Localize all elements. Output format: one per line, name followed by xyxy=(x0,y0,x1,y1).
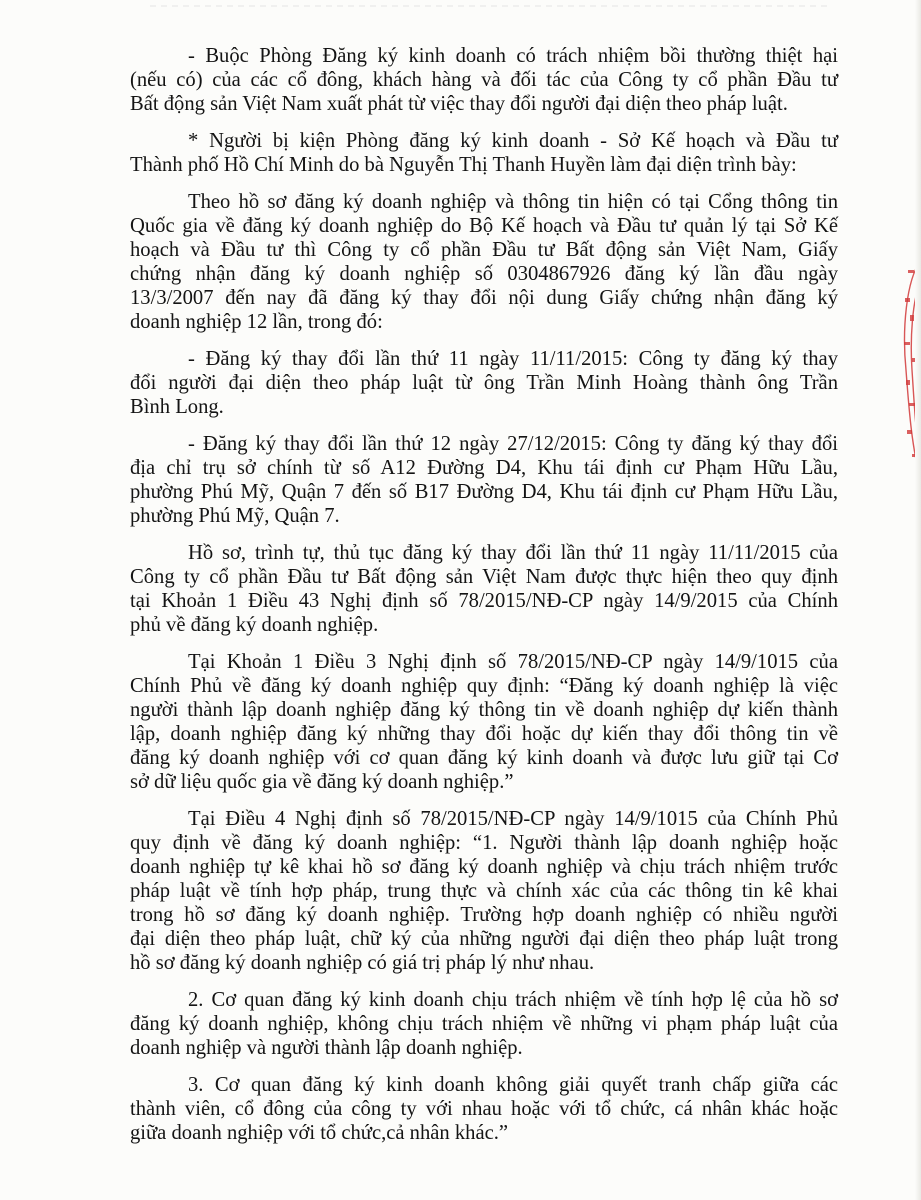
paragraph-p7 xyxy=(130,650,838,794)
paragraph-p10 xyxy=(130,1073,838,1145)
text-line: Thành phố Hồ Chí Minh do bà Nguyễn Thị Thanh Huyền làm đại diện trình bày: xyxy=(130,154,797,176)
text-line: người thành lập doanh nghiệp đăng ký thông tin về doanh nghiệp dự kiến thành xyxy=(130,699,838,721)
paragraph-p9 xyxy=(130,988,838,1060)
text-line: hồ sơ đăng ký doanh nghiệp có giá trị pháp lý như nhau. xyxy=(130,952,595,974)
text-line: Bình Long. xyxy=(130,396,224,418)
paragraph-p6 xyxy=(130,541,838,637)
text-line: chứng nhận đăng ký doanh nghiệp số 0304867926 đăng ký lần đầu ngày xyxy=(130,263,838,285)
text-line: doanh nghiệp 12 lần, trong đó: xyxy=(130,311,383,333)
paragraph-p8 xyxy=(130,807,838,975)
text-line: phường Phú Mỹ, Quận 7 đến số B17 Đường D4, Khu tái định cư Phạm Hữu Lầu, xyxy=(130,481,838,503)
text-line: Tại Khoản 1 Điều 3 Nghị định số 78/2015/NĐ-CP ngày 14/9/1015 của xyxy=(188,651,838,673)
text-line: Tại Điều 4 Nghị định số 78/2015/NĐ-CP ngày 14/9/1015 của Chính Phủ xyxy=(188,808,838,830)
text-line: doanh nghiệp tự kê khai hồ sơ đăng ký doanh nghiệp và chịu trách nhiệm trước xyxy=(130,856,838,878)
text-line: trong hồ sơ đăng ký doanh nghiệp. Trường hợp doanh nghiệp có nhiều người xyxy=(130,904,838,926)
text-line: doanh nghiệp và người thành lập doanh nghiệp. xyxy=(130,1037,523,1059)
text-line: sở dữ liệu quốc gia về đăng ký doanh nghiệp.” xyxy=(130,771,514,793)
text-line: - Đăng ký thay đổi lần thứ 11 ngày 11/11/2015: Công ty đăng ký thay xyxy=(188,348,838,370)
paragraph-p5 xyxy=(130,432,838,528)
text-line: đăng ký doanh nghiệp với cơ quan đăng ký kinh doanh và được lưu giữ tại Cơ xyxy=(130,747,838,769)
text-line: Bất động sản Việt Nam xuất phát từ việc thay đổi người đại diện theo pháp luật. xyxy=(130,93,788,115)
text-line: giữa doanh nghiệp với tổ chức,cả nhân khác.” xyxy=(130,1122,509,1144)
paragraph-p4 xyxy=(130,347,838,419)
text-line: Hồ sơ, trình tự, thủ tục đăng ký thay đổi lần thứ 11 ngày 11/11/2015 của xyxy=(188,542,838,564)
paragraph-p2 xyxy=(130,129,838,177)
page-edge-shadow xyxy=(915,0,921,1200)
text-line: thành viên, cổ đông của công ty với nhau hoặc với tổ chức, cá nhân khác hoặc xyxy=(130,1098,838,1120)
text-line: Quốc gia về đăng ký doanh nghiệp do Bộ Kế hoạch và Đầu tư quản lý tại Sở Kế xyxy=(130,215,838,237)
text-line: đại diện theo pháp luật, chữ ký của những người đại diện theo pháp luật trong xyxy=(130,928,838,950)
document-body xyxy=(130,44,838,1145)
text-line: Chính Phủ về đăng ký doanh nghiệp quy định: “Đăng ký doanh nghiệp là việc xyxy=(130,675,838,697)
text-line: quy định về đăng ký doanh nghiệp: “1. Người thành lập doanh nghiệp hoặc xyxy=(130,832,838,854)
paragraph-p3 xyxy=(130,190,838,334)
paragraph-p1 xyxy=(130,44,838,116)
text-line: phường Phú Mỹ, Quận 7. xyxy=(130,505,340,527)
text-line: 2. Cơ quan đăng ký kinh doanh chịu trách nhiệm về tính hợp lệ của hồ sơ xyxy=(188,989,838,1011)
text-line: 13/3/2007 đến nay đã đăng ký thay đổi nội dung Giấy chứng nhận đăng ký xyxy=(130,287,838,309)
text-line: Theo hồ sơ đăng ký doanh nghiệp và thông tin hiện có tại Cổng thông tin xyxy=(188,191,838,213)
text-line: pháp luật về tính hợp pháp, trung thực và chính xác của các thông tin kê khai xyxy=(130,880,838,902)
text-line: Công ty cổ phần Đầu tư Bất động sản Việt Nam được thực hiện theo quy định xyxy=(130,566,838,588)
text-line: hoạch và Đầu tư thì Công ty cổ phần Đầu tư Bất động sản Việt Nam, Giấy xyxy=(130,239,838,261)
text-line: lập, doanh nghiệp đăng ký những thay đổi hoặc dự kiến thay đổi thông tin về xyxy=(130,723,838,745)
text-line: - Buộc Phòng Đăng ký kinh doanh có trách nhiệm bồi thường thiệt hại xyxy=(188,45,838,67)
text-line: 3. Cơ quan đăng ký kinh doanh không giải quyết tranh chấp giữa các xyxy=(188,1074,838,1096)
text-line: - Đăng ký thay đổi lần thứ 12 ngày 27/12/2015: Công ty đăng ký thay đổi xyxy=(188,433,838,455)
text-line: tại Khoản 1 Điều 43 Nghị định số 78/2015/NĐ-CP ngày 14/9/2015 của Chính xyxy=(130,590,838,612)
text-line: phủ về đăng ký doanh nghiệp. xyxy=(130,614,379,636)
text-line: đổi người đại diện theo pháp luật từ ông Trần Minh Hoàng thành ông Trần xyxy=(130,372,838,394)
text-line: * Người bị kiện Phòng đăng ký kinh doanh - Sở Kế hoạch và Đầu tư xyxy=(188,130,838,152)
text-line: đăng ký doanh nghiệp, không chịu trách nhiệm về những vi phạm pháp luật của xyxy=(130,1013,838,1035)
top-edge-bleed xyxy=(150,0,830,10)
text-line: (nếu có) của các cổ đông, khách hàng và đối tác của Công ty cổ phần Đầu tư xyxy=(130,69,838,91)
text-line: địa chỉ trụ sở chính từ số A12 Đường D4, Khu tái định cư Phạm Hữu Lầu, xyxy=(130,457,838,479)
